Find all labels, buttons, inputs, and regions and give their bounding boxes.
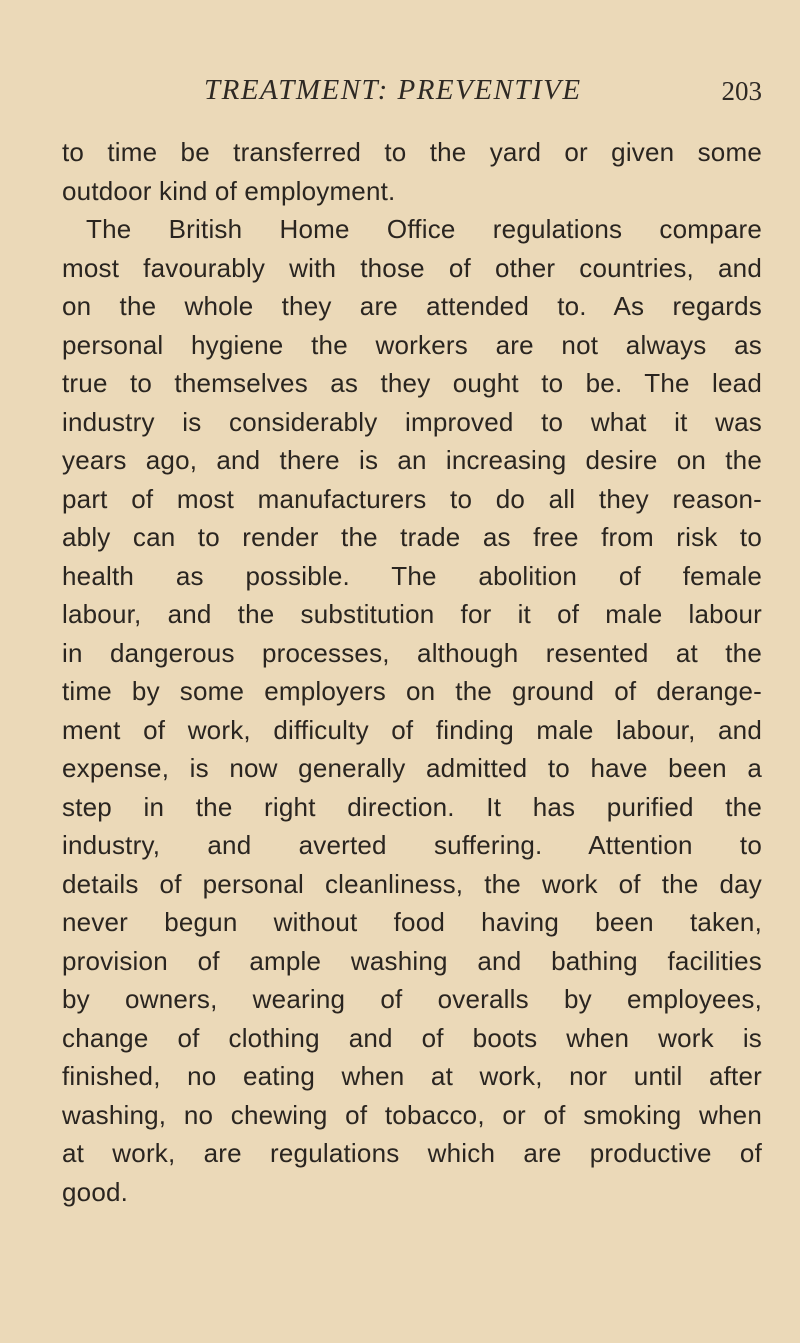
text-line: step in the right direction. It has purified the <box>62 791 762 822</box>
text-line: provision of ample washing and bathing facilities <box>62 945 762 976</box>
page-number: 203 <box>721 76 762 106</box>
text-line: time by some employers on the ground of derange- <box>62 676 762 706</box>
text-line: by owners, wearing of overalls by employees, <box>62 984 762 1014</box>
text-line: on the whole they are attended to. As regards <box>62 291 762 321</box>
text-line: good. <box>62 1176 129 1207</box>
running-head <box>62 74 762 114</box>
text-line: washing, no chewing of tobacco, or of smoking when <box>62 1099 762 1130</box>
text-line: to time be transferred to the yard or given some <box>62 137 762 167</box>
text-line: finished, no eating when at work, nor until after <box>62 1061 762 1091</box>
text-line: true to themselves as they ought to be. The lead <box>62 368 762 398</box>
text-line: part of most manufacturers to do all they reason- <box>62 483 762 514</box>
text-line: change of clothing and of boots when work is <box>62 1022 762 1053</box>
text-line: industry, and averted suffering. Attention to <box>62 830 762 860</box>
running-title: TREATMENT: PREVENTIVE <box>204 74 582 106</box>
text-line: most favourably with those of other countries, and <box>62 252 762 283</box>
text-line: expense, is now generally admitted to have been a <box>62 753 762 783</box>
paragraph-first-line: The British Home Office regulations compare <box>86 214 762 244</box>
text-line: never begun without food having been taken, <box>62 907 762 937</box>
body-text <box>62 133 762 1211</box>
text-line: at work, are regulations which are productive of <box>62 1138 762 1168</box>
text-line: labour, and the substitution for it of male labour <box>62 599 762 629</box>
text-line: outdoor kind of employment. <box>62 175 396 206</box>
text-line: in dangerous processes, although resented at the <box>62 637 762 668</box>
text-line: years ago, and there is an increasing desire on the <box>62 445 762 475</box>
text-line: details of personal cleanliness, the work of the day <box>62 868 762 899</box>
text-line: industry is considerably improved to what it was <box>62 406 762 437</box>
text-line: health as possible. The abolition of female <box>62 560 762 591</box>
text-line: ably can to render the trade as free from risk to <box>62 522 762 552</box>
text-line: ment of work, difficulty of finding male labour, and <box>62 714 762 745</box>
text-line: personal hygiene the workers are not always as <box>62 329 762 360</box>
